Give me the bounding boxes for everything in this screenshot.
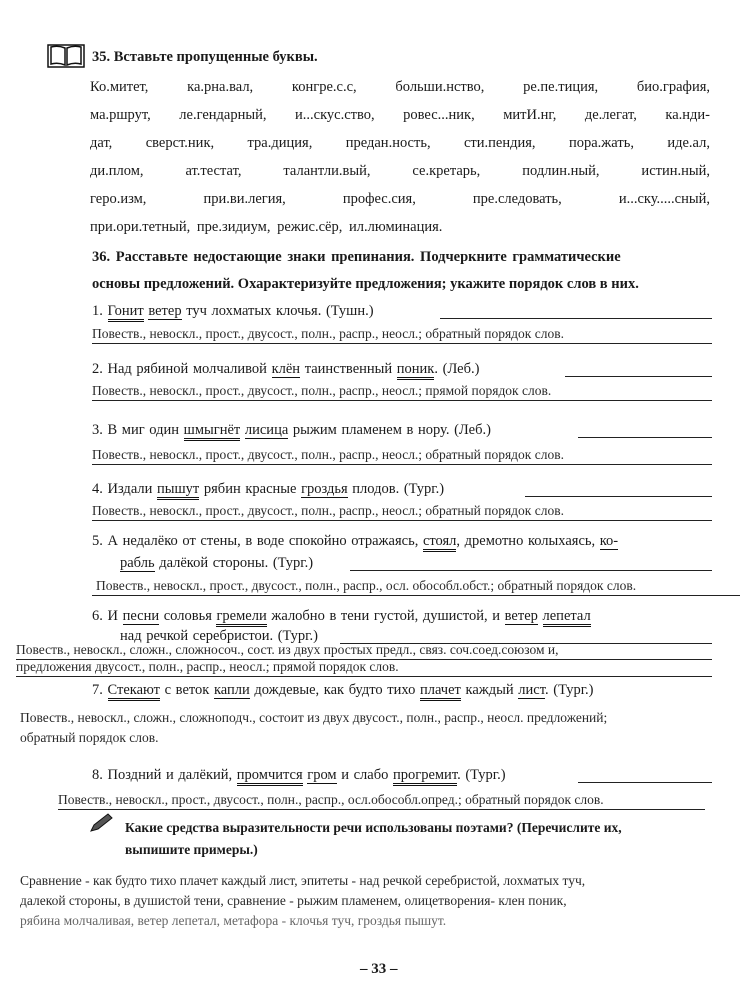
subject-word: лисица — [244, 422, 289, 438]
sentence-text: соловья — [159, 608, 217, 624]
predicate-word: стоял — [423, 533, 456, 552]
answer-rule — [525, 496, 712, 497]
predicate-word: прогремит — [393, 767, 457, 786]
sentence-text: . (Леб.) — [434, 361, 480, 377]
answer-rule — [92, 464, 712, 465]
answer-rule — [92, 520, 712, 521]
subject-word: песни — [122, 608, 160, 624]
sentence-text: , дремотно колыхаясь, — [456, 533, 600, 549]
sentence-text: 3. В миг один — [92, 422, 184, 438]
sentence-8-analysis: Повеств., невоскл., прост., двусост., полн., распр., осл.обособл.опред.; обратный порядок слов. — [58, 792, 604, 807]
sentence-text: плодов. (Тург.) — [347, 481, 445, 497]
predicate-word: плачет — [420, 682, 461, 701]
sentence-5-line — [120, 554, 313, 572]
sentence-text: рыжим пламенем в нору. (Леб.) — [288, 422, 491, 438]
pencil-icon — [88, 812, 114, 834]
ex35-line: Ко.митет, ка.рна.вал, конгре.с.с, больши.нство, ре.пе.тиция, био.графия, — [90, 79, 710, 95]
answer-rule — [440, 318, 712, 319]
answer-rule — [58, 809, 705, 810]
predicate-word: лепетал — [543, 608, 591, 627]
answer-rule — [578, 437, 712, 438]
subject-word: гром — [307, 767, 337, 783]
sentence-text: далёкой стороны. (Тург.) — [154, 555, 314, 571]
book-icon — [47, 44, 85, 68]
sentence-text: и слабо — [336, 767, 393, 783]
predicate-word: шмыгнёт — [184, 422, 241, 441]
predicate-word: пышут — [157, 481, 199, 500]
sentence-text: 7. — [92, 682, 108, 698]
answer-rule — [92, 400, 712, 401]
question-text: Какие средства выразительности речи использованы поэтами? (Перечислите их, — [125, 820, 622, 835]
ex35-line: ди.плом, ат.тестат, талантли.вый, се.кретарь, подлин.ный, истин.ный, — [90, 163, 710, 179]
sentence-text: рябин красные — [199, 481, 302, 497]
sentence-3-analysis: Повеств., невоскл., прост., двусост., полн., распр., неосл.; обратный порядок слов. — [92, 447, 564, 462]
final-answer-line: рябина молчаливая, ветер лепетал, метафора - клочья туч, гроздья пышут. — [20, 913, 447, 928]
sentence-text: дождевые, как будто тихо — [249, 682, 420, 698]
sentence-text: 5. А недалёко от стены, в воде спокойно отражаясь, — [92, 533, 423, 549]
sentence-text: . (Тург.) — [544, 682, 594, 698]
answer-rule — [578, 782, 712, 783]
sentence-6-line — [92, 607, 591, 625]
sentence-8-line — [92, 766, 506, 784]
ex35-line: ма.ршрут, ле.гендарный, и...скус.ство, ровес...ник, митИ.нг, де.легат, ка.нди- — [90, 107, 710, 123]
final-answer-line: далекой стороны, в душистой тени, сравнение - рыжим пламенем, олицетворения- клен поник, — [20, 893, 567, 908]
sentence-1-line — [92, 302, 374, 320]
sentence-text: каждый — [460, 682, 519, 698]
sentence-4-analysis: Повеств., невоскл., прост., двусост., полн., распр., неосл.; обратный порядок слов. — [92, 503, 564, 518]
sentence-text: 6. И — [92, 608, 123, 624]
predicate-word: Гонит — [108, 303, 144, 322]
sentence-text: жалобно в тени густой, душистой, и — [266, 608, 505, 624]
sentence-text: 8. Поздний и далёкий, — [92, 767, 237, 783]
answer-rule — [92, 343, 712, 344]
answer-rule — [350, 570, 712, 571]
sentence-7-line — [92, 681, 593, 699]
sentence-text: с веток — [160, 682, 214, 698]
subject-word: ко- — [599, 533, 619, 549]
predicate-word: гремели — [216, 608, 266, 627]
sentence-text: таинственный — [300, 361, 397, 377]
sentence-6-analysis: Повеств., невоскл., сложн., сложносоч., сост. из двух простых предл., связ. соч.соед.союзом и, — [16, 642, 559, 657]
sentence-7-analysis: обратный порядок слов. — [20, 730, 159, 745]
exercise-36-title: 36. Расставьте недостающие знаки препинания. Подчеркните грамматические — [92, 249, 621, 265]
sentence-2-analysis: Повеств., невоскл., прост., двусост., полн., распр., неосл.; прямой порядок слов. — [92, 383, 552, 398]
exercise-36-title-cont: основы предложений. Охарактеризуйте предложения; укажите порядок слов в них. — [92, 276, 639, 292]
sentence-text: туч лохматых клочья. (Тушн.) — [181, 303, 374, 319]
ex35-line: при.ори.тетный, пре.зидиум, режис.сёр, ил.люминация. — [90, 219, 443, 235]
sentence-text: 4. Издали — [92, 481, 157, 497]
answer-rule — [16, 676, 712, 677]
ex35-line: дат, сверст.ник, тра.диция, предан.ность, сти.пендия, пора.жать, иде.ал, — [90, 135, 710, 151]
subject-word: лист — [518, 682, 545, 698]
subject-word: капли — [213, 682, 250, 698]
sentence-4-line — [92, 480, 444, 498]
sentence-text — [538, 608, 543, 624]
final-answer-line: Сравнение - как будто тихо плачет каждый лист, эпитеты - над речкой серебристой, лохматых туч, — [20, 873, 586, 888]
ex35-line: геро.изм, при.ви.легия, профес.сия, пре.следовать, и...ску.....сный, — [90, 191, 710, 207]
sentence-5-line — [92, 532, 618, 550]
sentence-5-analysis: Повеств., невоскл., прост., двусост., полн., распр., осл. обособл.обст.; обратный порядок слов. — [96, 578, 637, 593]
subject-word: ветер — [504, 608, 538, 624]
question-text-cont: выпишите примеры.) — [125, 842, 258, 857]
exercise-35-title: 35. Вставьте пропущенные буквы. — [92, 49, 318, 65]
answer-rule — [565, 376, 712, 377]
sentence-text: 1. — [92, 303, 108, 319]
sentence-2-line — [92, 360, 479, 378]
subject-word: ветер — [148, 303, 182, 319]
sentence-1-analysis: Повеств., невоскл., прост., двусост., полн., распр., неосл.; обратный порядок слов. — [92, 326, 564, 341]
predicate-word: Стекают — [108, 682, 161, 701]
sentence-3-line — [92, 421, 491, 439]
predicate-word: поник — [397, 361, 435, 380]
subject-word: клён — [271, 361, 301, 377]
sentence-text: . (Тург.) — [457, 767, 506, 783]
subject-word: рабль — [120, 555, 155, 571]
answer-rule — [92, 595, 740, 596]
predicate-word: промчится — [237, 767, 303, 786]
sentence-6-analysis: предложения двусост., полн., распр., неосл.; прямой порядок слов. — [16, 659, 399, 674]
sentence-7-analysis: Повеств., невоскл., сложн., сложноподч., состоит из двух двусост., полн., распр., неосл. предложений; — [20, 710, 608, 725]
sentence-text: 2. Над рябиной молчаливой — [92, 361, 272, 377]
page-number: – 33 – — [360, 961, 398, 977]
subject-word: гроздья — [301, 481, 348, 497]
sentence-text: над речкой серебристои. (Тург.) — [120, 628, 318, 644]
